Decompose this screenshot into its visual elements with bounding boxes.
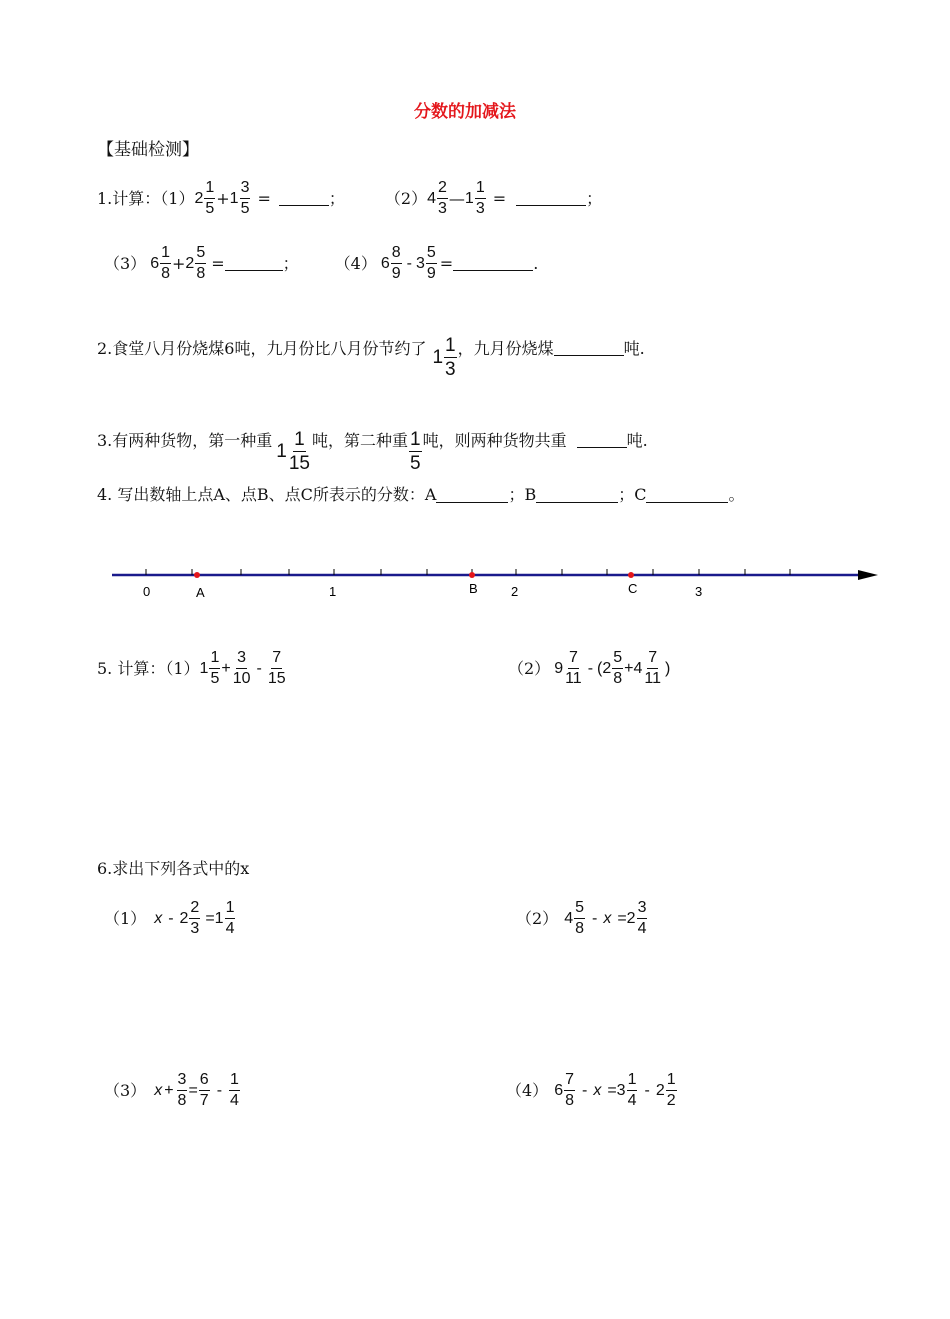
q6p1-whole1: 2: [179, 909, 189, 927]
numerator: 3: [240, 180, 251, 199]
q6p2-fraction-1: [574, 900, 585, 938]
point-label-c: C: [628, 581, 638, 596]
denominator: 3: [438, 199, 447, 217]
q1b-end: ；: [586, 188, 603, 208]
q1a-whole2: 1: [229, 189, 239, 207]
denominator: 11: [565, 669, 582, 687]
q6p2-op: -: [592, 909, 598, 927]
numerator: 2: [189, 900, 200, 919]
q1b-equals: =: [492, 188, 507, 208]
q5b-fraction-1: [564, 650, 583, 688]
q1c-fraction-1: [160, 245, 171, 283]
q3-text-3: 吨，则两种货物共重: [422, 430, 567, 450]
q6p3-fraction-1: [177, 1072, 188, 1110]
q6p4-fraction-1: [564, 1072, 575, 1110]
numerator: 1: [410, 429, 421, 450]
numerator: 1: [229, 1072, 240, 1091]
q1a-fraction-2: [240, 180, 251, 218]
q1a-equals: =: [257, 188, 271, 208]
q6p4-x: x: [593, 1081, 602, 1099]
point-label-a: A: [196, 585, 205, 600]
question-3: [97, 408, 648, 474]
denominator: 15: [267, 669, 286, 687]
numerator: 1: [160, 245, 171, 264]
denominator: 8: [575, 919, 584, 937]
q2-answer-blank[interactable]: [554, 341, 624, 356]
q6p4-op2: -: [644, 1081, 650, 1099]
numerator: 1: [666, 1072, 677, 1091]
q3-answer-blank[interactable]: [577, 433, 627, 448]
denominator: 5: [410, 452, 421, 474]
numerator: 1: [445, 335, 456, 356]
q6p2-eq: =: [617, 909, 627, 927]
q2-fraction: [444, 336, 457, 380]
q1d-label: （4）: [334, 253, 377, 273]
q1-prefix: 1.计算：（1）: [97, 188, 195, 208]
q5b-op2: +: [624, 659, 634, 677]
numerator: 5: [426, 245, 437, 264]
denominator: 9: [391, 264, 401, 282]
q5b-whole3: 4: [633, 659, 643, 677]
q6p2-whole1: 4: [564, 909, 574, 927]
q1c-whole2: 2: [185, 254, 195, 272]
q1d-end: .: [533, 253, 539, 273]
q1b-fraction-2: [475, 180, 486, 218]
q5b-fraction-3: [643, 650, 662, 688]
q6p3-op: +: [164, 1081, 174, 1099]
denominator: 3: [475, 199, 485, 217]
numerator: 1: [475, 180, 486, 199]
numerator: 1: [204, 180, 215, 199]
numerator: 7: [271, 650, 282, 669]
q6p2-whole2: 2: [626, 909, 636, 927]
numerator: 5: [612, 650, 623, 669]
q6p1-eq: =: [205, 909, 215, 927]
numerator: 3: [236, 650, 247, 669]
q5b-left-paren: (: [597, 659, 603, 677]
q2-text: 2.食堂八月份烧煤6吨，九月份比八月份节约了: [97, 338, 427, 358]
q1a-fraction-1: [204, 180, 215, 218]
q1b-answer-blank[interactable]: [516, 191, 586, 206]
q6p3-label: （3）: [104, 1080, 147, 1100]
point-c-marker: [628, 572, 634, 578]
point-label-b: B: [469, 581, 478, 596]
q3-text: 3.有两种货物，第一种重: [97, 430, 273, 450]
denominator: 15: [288, 452, 310, 474]
q3-fraction-2: [409, 430, 422, 474]
q4-answer-c[interactable]: [646, 488, 728, 503]
q6p4-fraction-3: [666, 1072, 677, 1110]
q1a-end: ；: [328, 188, 345, 208]
q2-end: 吨.: [623, 338, 645, 358]
q4-text: 4. 写出数轴上点A、点B、点C所表示的分数：A: [97, 485, 437, 504]
q4-b-label: ；B: [508, 485, 537, 504]
numerator: 3: [177, 1072, 188, 1091]
q6p4-eq: =: [607, 1081, 617, 1099]
numerator: 7: [564, 1072, 575, 1091]
q1d-equals: =: [439, 253, 454, 273]
q4-end: 。: [728, 485, 745, 504]
q3-end: 吨.: [626, 430, 648, 450]
q6p1-fraction-2: [225, 900, 236, 938]
q5-prefix: 5. 计算：（1）: [97, 658, 200, 678]
denominator: 8: [177, 1091, 187, 1109]
q3-fraction-1: [288, 430, 311, 474]
q4-c-label: ；C: [618, 485, 647, 504]
q4-answer-a[interactable]: [436, 488, 508, 503]
q2-text-2: ，九月份烧煤: [457, 338, 554, 358]
q1b-label: （2）: [384, 188, 428, 208]
q5a-fraction-2: [232, 650, 252, 688]
q6p3-fraction-3: [229, 1072, 240, 1110]
denominator: 8: [196, 264, 206, 282]
question-6-title: 6.求出下列各式中的x: [97, 859, 250, 878]
q6p1-label: （1）: [104, 908, 147, 928]
q6p3-x: x: [154, 1081, 163, 1099]
numerator: 3: [637, 900, 648, 919]
numerator: 2: [437, 180, 448, 199]
q5b-fraction-2: [612, 650, 623, 688]
q6p1-x: x: [154, 909, 163, 927]
question-2: [97, 318, 645, 380]
q1b-fraction-1: [437, 180, 448, 218]
q6p4-whole2: 3: [616, 1081, 626, 1099]
q6p1-fraction-1: [189, 900, 200, 938]
q1d-answer-blank[interactable]: [453, 256, 533, 271]
question-5-part-2: [508, 650, 670, 688]
question-6-part-2: [516, 900, 648, 938]
q1a-operator: +: [216, 188, 230, 208]
q3-whole: 1: [276, 441, 287, 463]
q2-whole: 1: [432, 347, 444, 369]
q1c-answer-blank[interactable]: [225, 256, 283, 271]
q1c-operator: +: [172, 253, 186, 273]
point-a-marker: [194, 572, 200, 578]
denominator: 4: [637, 919, 647, 937]
numerator: 5: [574, 900, 585, 919]
denominator: 8: [161, 264, 170, 282]
question-6-part-4: [506, 1072, 678, 1110]
section-heading: 【基础检测】: [97, 140, 199, 160]
denominator: 8: [613, 669, 623, 687]
q1c-end: ；: [282, 253, 299, 273]
point-b-marker: [469, 572, 475, 578]
q6p3-fraction-2: [199, 1072, 210, 1110]
denominator: 5: [210, 669, 220, 687]
question-6-part-1: [104, 900, 236, 938]
q6p4-whole3: 2: [655, 1081, 665, 1099]
q6p3-op2: -: [216, 1081, 223, 1099]
question-4: [97, 487, 745, 503]
tick-label-2: 2: [511, 584, 519, 599]
q6p1-op: -: [168, 909, 174, 927]
q5a-fraction-3: [267, 650, 287, 688]
q6p2-fraction-2: [637, 900, 648, 938]
denominator: 4: [230, 1091, 239, 1109]
tick-label-0: 0: [143, 584, 151, 599]
q1d-whole1: 6: [380, 254, 390, 272]
q1c-whole1: 6: [150, 254, 160, 272]
q1d-operator: -: [406, 254, 412, 272]
q1d-whole2: 3: [415, 254, 425, 272]
q1d-fraction-1: [391, 245, 402, 283]
q1b-whole2: 1: [464, 189, 474, 207]
numerator: 1: [209, 650, 220, 669]
tick-label-1: 1: [329, 584, 337, 599]
q6p3-eq: =: [188, 1081, 198, 1099]
q6p4-fraction-2: [627, 1072, 638, 1110]
question-1-line-2: [104, 245, 538, 283]
q1a-whole1: 2: [194, 189, 204, 207]
q1c-fraction-2: [195, 245, 206, 283]
q1a-answer-blank[interactable]: [279, 191, 329, 206]
denominator: 3: [190, 919, 200, 937]
q1b-whole1: 4: [427, 189, 436, 207]
denominator: 7: [199, 1091, 209, 1109]
denominator: 3: [445, 358, 456, 380]
q1c-label: （3）: [104, 253, 147, 273]
number-line-arrow: [858, 570, 878, 580]
numerator: 5: [195, 245, 206, 264]
q6p1-whole2: 1: [214, 909, 224, 927]
q5b-whole2: 2: [602, 659, 612, 677]
denominator: 5: [240, 199, 250, 217]
question-1-line-1: [97, 180, 602, 218]
q5b-whole1: 9: [554, 659, 564, 677]
q6p4-label: （4）: [506, 1080, 549, 1100]
denominator: 8: [565, 1091, 574, 1109]
question-6-part-3: [104, 1072, 241, 1110]
tick-label-3: 3: [695, 584, 703, 599]
question-5-part-1: [97, 650, 288, 688]
q5a-whole1: 1: [199, 659, 209, 677]
denominator: 4: [627, 1091, 637, 1109]
number-line: [0, 555, 950, 605]
q5b-label: （2）: [508, 658, 551, 678]
denominator: 10: [232, 669, 251, 687]
numerator: 7: [568, 650, 579, 669]
denominator: 9: [426, 264, 436, 282]
q6p4-whole1: 6: [554, 1081, 564, 1099]
q5b-op1: -: [587, 659, 594, 677]
numerator: 8: [391, 245, 402, 264]
q1c-equals: =: [211, 253, 225, 273]
numerator: 1: [294, 429, 305, 450]
q6p2-label: （2）: [516, 908, 559, 928]
denominator: 2: [666, 1091, 676, 1109]
numerator: 1: [627, 1072, 638, 1091]
q1b-operator: —: [448, 188, 465, 208]
denominator: 5: [205, 199, 215, 217]
q4-answer-b[interactable]: [536, 488, 618, 503]
q5a-op1: +: [221, 659, 231, 677]
q5a-op2: -: [256, 659, 262, 677]
denominator: 11: [644, 669, 662, 687]
numerator: 6: [199, 1072, 210, 1091]
q5a-fraction-1: [209, 650, 220, 688]
q6p2-x: x: [603, 909, 612, 927]
q6p4-op: -: [582, 1081, 588, 1099]
numerator: 1: [225, 900, 236, 919]
denominator: 4: [225, 919, 235, 937]
q5b-right-paren: ): [665, 659, 671, 677]
q3-text-2: 吨，第二种重: [312, 430, 409, 450]
q1d-fraction-2: [426, 245, 437, 283]
page-title: 分数的加减法: [414, 102, 516, 122]
numerator: 7: [647, 650, 658, 669]
